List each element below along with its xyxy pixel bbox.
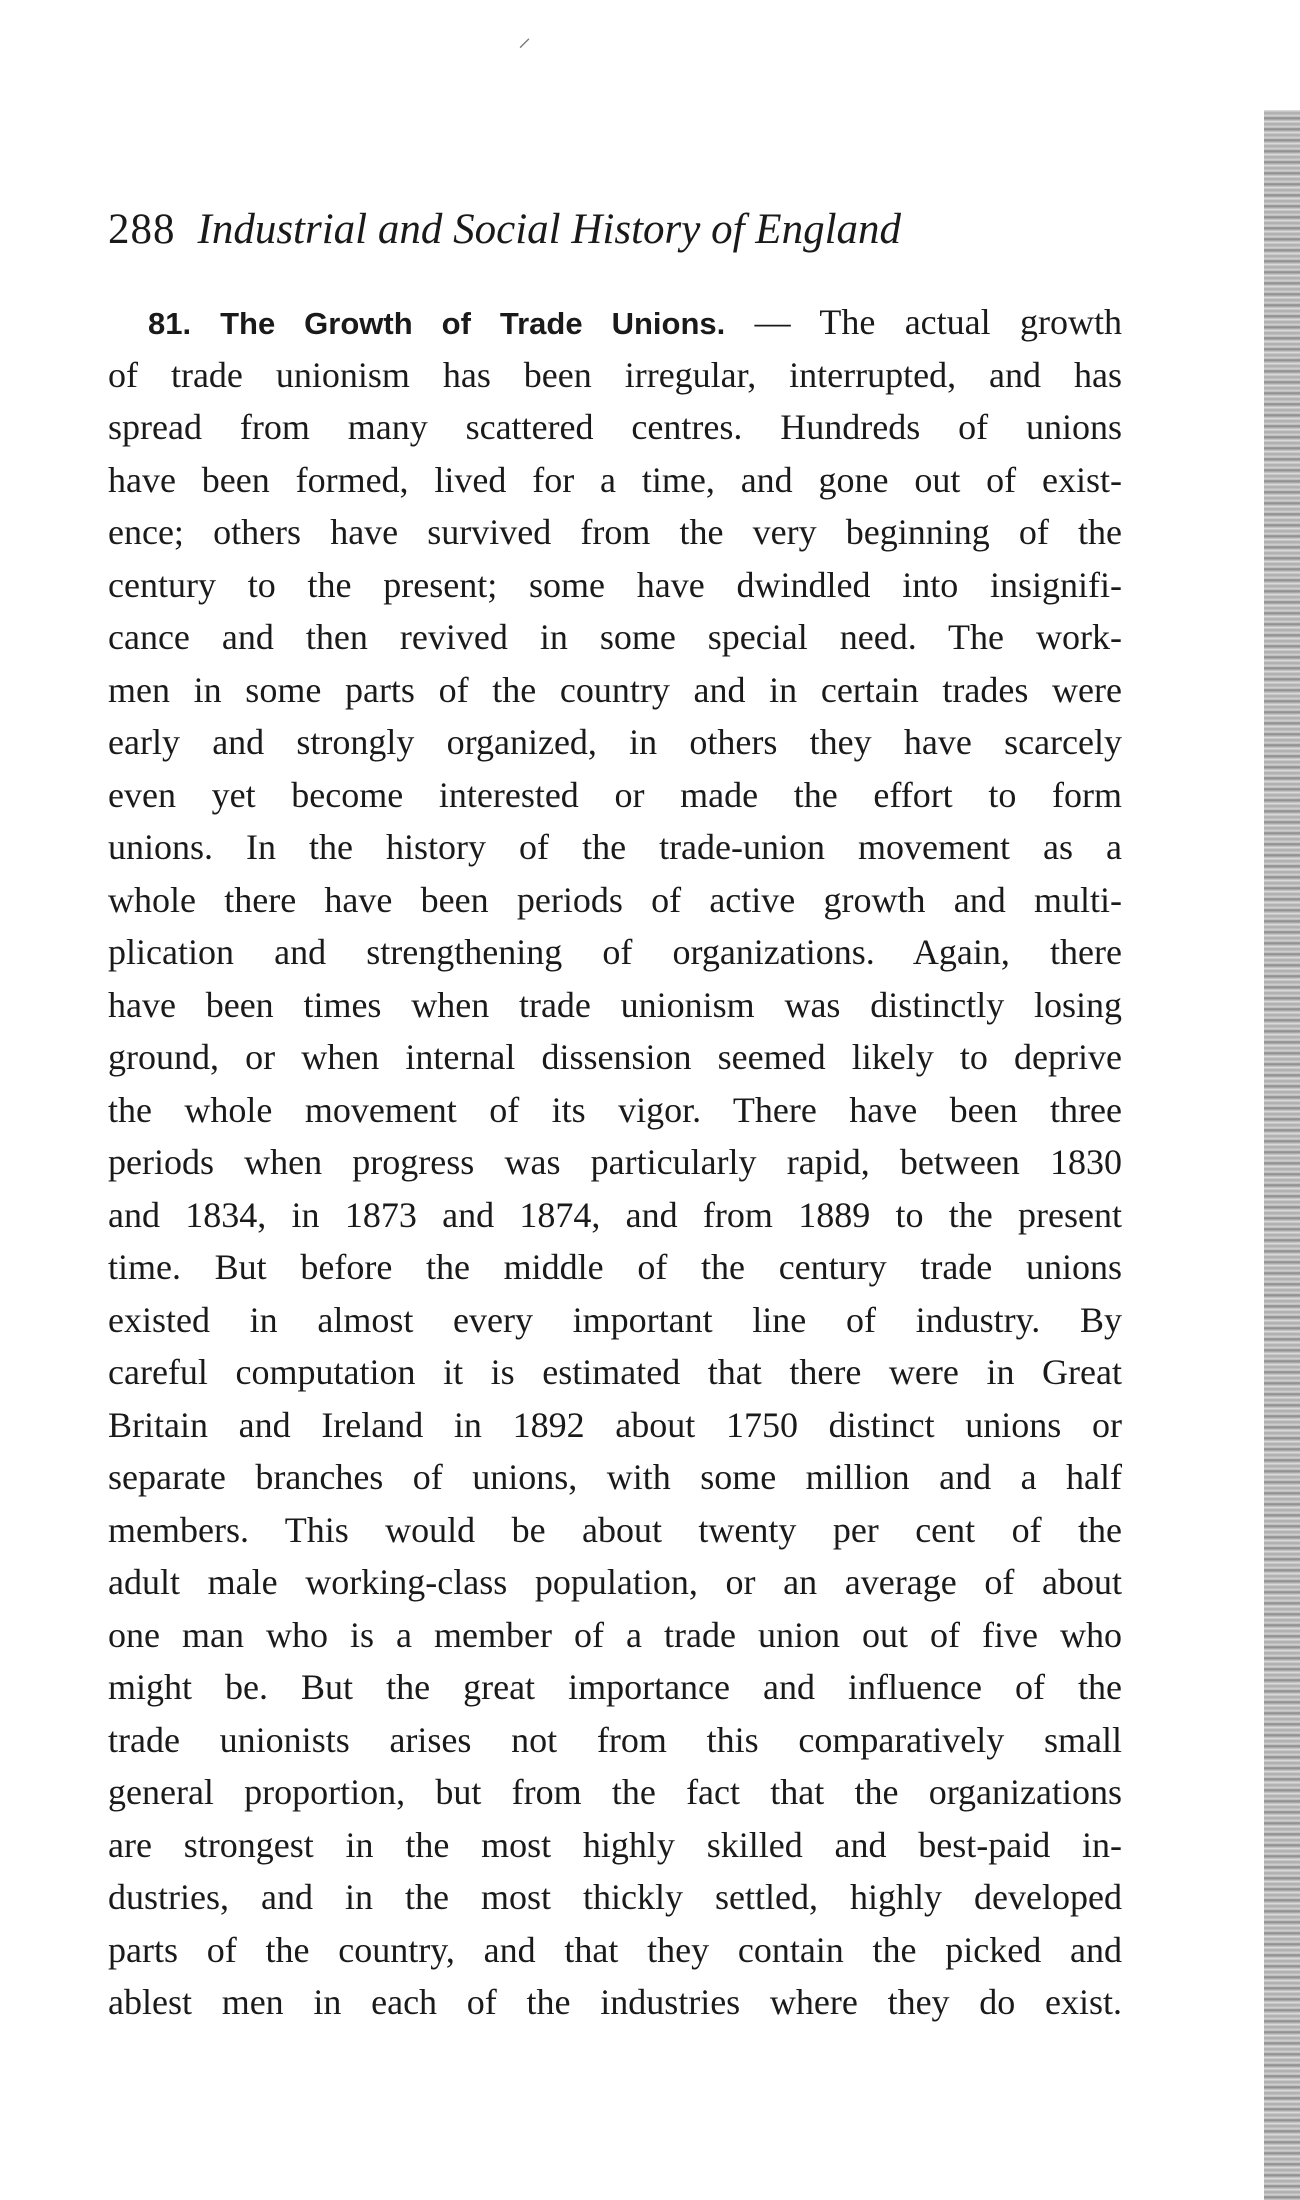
text-line: early and strongly organized, in others they have scarcely (108, 722, 1122, 762)
text-line: of trade unionism has been irregular, interrupted, and has (108, 354, 1122, 395)
body-paragraph (108, 296, 1122, 2029)
text-line: trade unionists arises not from this comparatively small (108, 1719, 1122, 1760)
text-line: adult male working-class population, or an average of about (108, 1562, 1122, 1602)
text-line: men in some parts of the country and in certain trades were (108, 669, 1122, 710)
text-line: have been times when trade unionism was distinctly losing (108, 984, 1122, 1025)
text-line: the whole movement of its vigor. There have been three (108, 1089, 1122, 1130)
running-title: Industrial and Social History of England (197, 206, 902, 253)
text-line: plication and strengthening of organizations. Again, there (108, 932, 1122, 972)
page-number: 288 (108, 206, 176, 253)
text-line: have been formed, lived for a time, and gone out of exist- (108, 459, 1122, 500)
text-line: and 1834, in 1873 and 1874, and from 1889 to the present (108, 1194, 1122, 1235)
text-line: one man who is a member of a trade union out of five who (108, 1614, 1122, 1655)
text-line: careful computation it is estimated that there were in Great (108, 1352, 1122, 1392)
pencil-mark: ⸝ (518, 23, 532, 52)
text-line: ablest men in each of the industries where they do exist. (108, 1982, 1122, 2022)
text-line: cance and then revived in some special need. The work- (108, 617, 1122, 657)
text-line: Britain and Ireland in 1892 about 1750 distinct unions or (108, 1404, 1122, 1445)
text-line: periods when progress was particularly rapid, between 1830 (108, 1142, 1122, 1182)
text-line: spread from many scattered centres. Hundreds of unions (108, 407, 1122, 447)
text-line: are strongest in the most highly skilled and best-paid in- (108, 1824, 1122, 1865)
text-line: existed in almost every important line of industry. By (108, 1299, 1122, 1340)
text-line: time. But before the middle of the century trade unions (108, 1247, 1122, 1287)
text-line: ence; others have survived from the very beginning of the (108, 512, 1122, 552)
text-line: might be. But the great importance and influence of the (108, 1667, 1122, 1707)
scan-edge-shadow (1264, 110, 1300, 2200)
text-line: unions. In the history of the trade-union movement as a (108, 827, 1122, 867)
text-line: parts of the country, and that they contain the picked and (108, 1929, 1122, 1970)
section-heading: 81. The Growth of Trade Unions. (148, 306, 726, 341)
text-line: separate branches of unions, with some million and a half (108, 1457, 1122, 1497)
text-line: members. This would be about twenty per cent of the (108, 1509, 1122, 1550)
page-header (108, 200, 901, 260)
text-line: century to the present; some have dwindled into insignifi- (108, 564, 1122, 605)
text-line: general proportion, but from the fact that the organizations (108, 1772, 1122, 1812)
text-line: even yet become interested or made the effort to form (108, 774, 1122, 815)
text-line: whole there have been periods of active growth and multi- (108, 879, 1122, 920)
text-line: dustries, and in the most thickly settled, highly developed (108, 1877, 1122, 1917)
text-line: ground, or when internal dissension seemed likely to deprive (108, 1037, 1122, 1077)
text-line-first: 81. The Growth of Trade Unions. — The actual growth (148, 302, 1123, 342)
